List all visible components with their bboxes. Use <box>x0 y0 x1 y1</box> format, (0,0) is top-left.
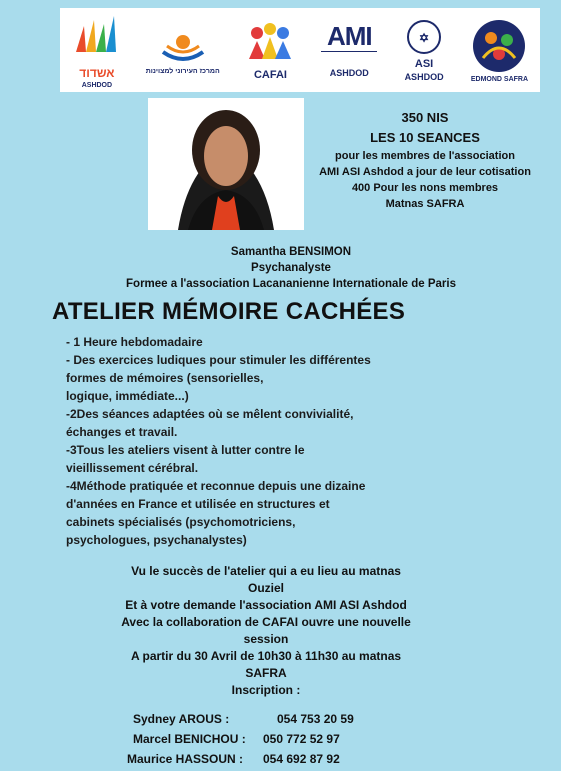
contact-phone: 050 772 52 97 <box>263 732 340 746</box>
cafai-name: CAFAI <box>253 69 287 81</box>
announcement-line: Ouziel <box>247 581 284 595</box>
ami-sub: ASHDOD <box>329 67 369 78</box>
price-sessions: LES 10 SEANCES <box>370 130 480 145</box>
price-info <box>305 108 545 212</box>
description-line: cabinets spécialisés (psychomotriciens, <box>66 515 296 529</box>
price-line-1: pour les membres de l'association <box>335 150 515 162</box>
contact-row <box>127 749 453 769</box>
inscription-heading: Inscription : <box>231 683 301 697</box>
description-list <box>66 333 466 549</box>
safra-name: EDMOND SAFRA <box>470 75 529 83</box>
city-center-name: המרכז העירוני למצוינות <box>145 67 220 75</box>
asi-logo <box>401 11 447 89</box>
announcement-line: Avec la collaboration de CAFAI ouvre une nouvelle <box>121 615 411 629</box>
description-line: - 1 Heure hebdomadaire <box>66 335 203 349</box>
price-line-2: AMI ASI Ashdod a jour de leur cotisation <box>319 166 531 178</box>
description-line: d'années en France et utilisée en structures et <box>66 497 330 511</box>
description-line: -4Méthode pratiquée et reconnue depuis une dizaine <box>66 479 366 493</box>
ami-logo <box>321 11 377 89</box>
ashdod-city-sub: ASHDOD <box>81 81 113 89</box>
speaker-portrait-icon <box>148 98 304 230</box>
ami-name: AMI <box>326 20 372 51</box>
price-line-4: Matnas SAFRA <box>385 198 465 210</box>
description-line: - Des exercices ludiques pour stimuler les différentes <box>66 353 371 367</box>
price-line-3: 400 Pour les nons membres <box>351 182 499 194</box>
excellence-center-icon <box>153 26 213 66</box>
page-title: ATELIER MÉMOIRE CACHÉES <box>52 298 406 325</box>
speaker-training: Formee a l'association Lacananienne Internationale de Paris <box>126 278 456 290</box>
announcement-line: SAFRA <box>245 666 287 680</box>
description-line: logique, immédiate...) <box>66 389 189 403</box>
contact-name: Marcel BENICHOU : <box>133 732 246 746</box>
cafai-icon <box>243 19 297 67</box>
asi-sub: ASHDOD <box>404 72 444 82</box>
asi-emblem-icon <box>401 18 447 56</box>
description-line: -2Des séances adaptées où se mêlent convivialité, <box>66 407 354 421</box>
ashdod-city-name: אשדוד <box>79 65 115 80</box>
announcement-line: Vu le succès de l'atelier qui a eu lieu au matnas <box>131 564 401 578</box>
asi-name: ASI <box>414 58 434 70</box>
ashdod-city-icon <box>72 12 122 66</box>
speaker-photo <box>148 98 304 230</box>
partner-logos-banner <box>60 8 540 92</box>
announcement-line: session <box>243 632 289 646</box>
announcement-line: Et à votre demande l'association AMI ASI Ashdod <box>125 598 407 612</box>
speaker-name: Samantha BENSIMON <box>230 246 352 258</box>
description-line: vieillissement cérébral. <box>66 461 199 475</box>
safra-icon <box>471 18 527 74</box>
announcement-line: A partir du 30 Avril de 10h30 à 11h30 au matnas <box>130 649 402 663</box>
speaker-role: Psychanalyste <box>251 262 331 274</box>
description-line: psychologues, psychanalystes) <box>66 533 247 547</box>
contact-phone: 054 692 87 92 <box>263 752 340 766</box>
announcement <box>66 563 466 699</box>
contact-row <box>133 709 453 729</box>
description-line: échanges et travail. <box>66 425 178 439</box>
contact-list <box>127 709 453 769</box>
cafai-logo <box>243 11 297 89</box>
safra-logo <box>471 11 528 89</box>
speaker-info <box>56 244 526 292</box>
svg-text:✡: ✡ <box>419 31 430 45</box>
contact-row <box>133 729 453 749</box>
city-center-logo <box>146 11 220 89</box>
contact-name: Maurice HASSOUN : <box>127 752 244 766</box>
contact-name: Sydney AROUS : <box>133 712 230 726</box>
description-line: formes de mémoires (sensorielles, <box>66 371 264 385</box>
ashdod-city-logo <box>72 11 122 89</box>
description-line: -3Tous les ateliers visent à lutter contre le <box>66 443 305 457</box>
price-amount: 350 NIS <box>401 110 449 125</box>
contact-phone: 054 753 20 59 <box>277 712 354 726</box>
ami-divider <box>321 51 377 66</box>
